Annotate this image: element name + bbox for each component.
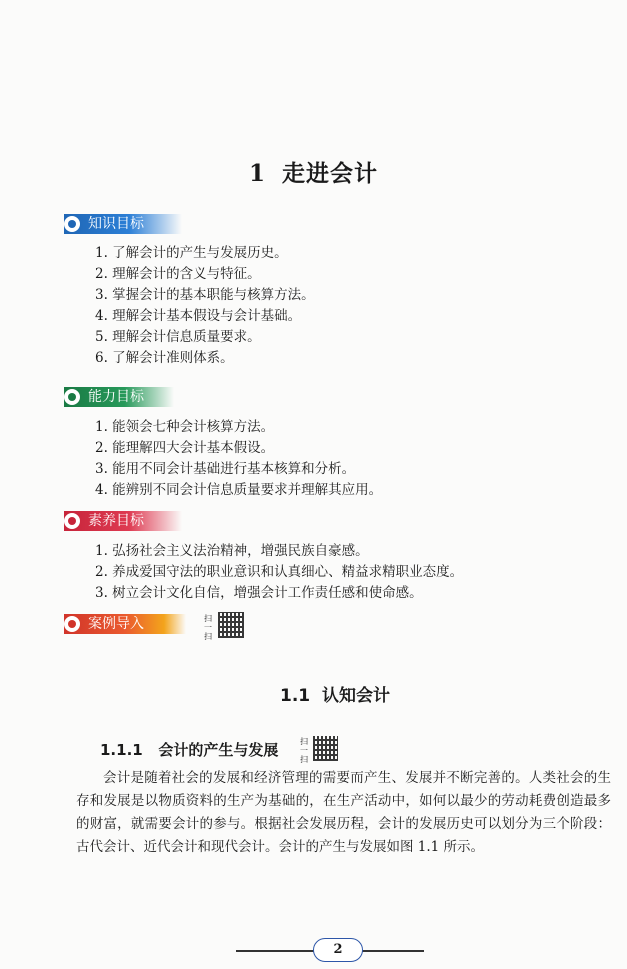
literacy-goals-header [64,511,182,531]
section-number: 1.1 [280,686,311,706]
list-item: 2. 能理解四大会计基本假设。 [95,440,275,456]
list-item: 1. 弘扬社会主义法治精神，增强民族自豪感。 [95,543,369,559]
scan-label: 扫一扫 [300,737,308,764]
list-item: 2. 理解会计的含义与特征。 [95,266,261,282]
qr-code-icon[interactable] [218,612,244,638]
knowledge-goals-label: 知识目标 [88,216,144,232]
subsection-title [100,739,278,760]
knowledge-goals-header [64,214,182,234]
list-item: 3. 树立会计文化自信，增强会计工作责任感和使命感。 [95,585,423,601]
list-item: 4. 理解会计基本假设与会计基础。 [95,308,302,324]
case-intro-header [64,614,186,634]
body-paragraph [76,767,611,859]
list-item: 4. 能辨别不同会计信息质量要求并理解其应用。 [95,482,383,498]
chapter-number: 1 [248,160,266,187]
chapter-title [0,155,627,188]
list-item: 1. 了解会计的产生与发展历史。 [95,245,288,261]
ability-goals-list [95,417,382,501]
target-icon [64,216,80,232]
section-name: 认知会计 [321,686,390,706]
list-item: 3. 能用不同会计基础进行基本核算和分析。 [95,461,356,477]
case-icon [64,616,80,632]
list-item: 6. 了解会计准则体系。 [95,350,234,366]
case-intro-label: 案例导入 [88,616,144,632]
paragraph-text: 会计是随着社会的发展和经济管理的需要而产生、发展并不断完善的。人类社会的生存和发展是以物质资料的生产为基础的，在生产活动中，如何以最少的劳动耗费创造最多的财富，就需要会计的参与。根据社会发展历程，会计的发展历史可以划分为三个阶段：古代会计、近代会计和现代会计。会计的产生与发展如图 1.1 所示。 [76,770,611,855]
literacy-goals-label: 素养目标 [88,513,144,529]
ability-goals-label: 能力目标 [88,389,144,405]
literacy-goals-list [95,541,463,604]
knowledge-goals-list [95,243,315,369]
gear-icon [64,389,80,405]
heart-icon [64,513,80,529]
footer-rule-left [236,950,314,952]
qr-code-icon[interactable] [313,736,338,761]
footer-rule-right [362,950,424,952]
list-item: 1. 能领会七种会计核算方法。 [95,419,275,435]
subsection-name: 会计的产生与发展 [158,741,279,759]
list-item: 3. 掌握会计的基本职能与核算方法。 [95,287,315,303]
chapter-name: 走进会计 [282,161,378,187]
scan-label: 扫一扫 [204,614,212,641]
list-item: 5. 理解会计信息质量要求。 [95,329,261,345]
page-number: 2 [313,938,363,962]
subsection-number: 1.1.1 [100,741,143,759]
ability-goals-header [64,387,174,407]
list-item: 2. 养成爱国守法的职业意识和认真细心、精益求精职业态度。 [95,564,464,580]
section-title [280,681,390,706]
